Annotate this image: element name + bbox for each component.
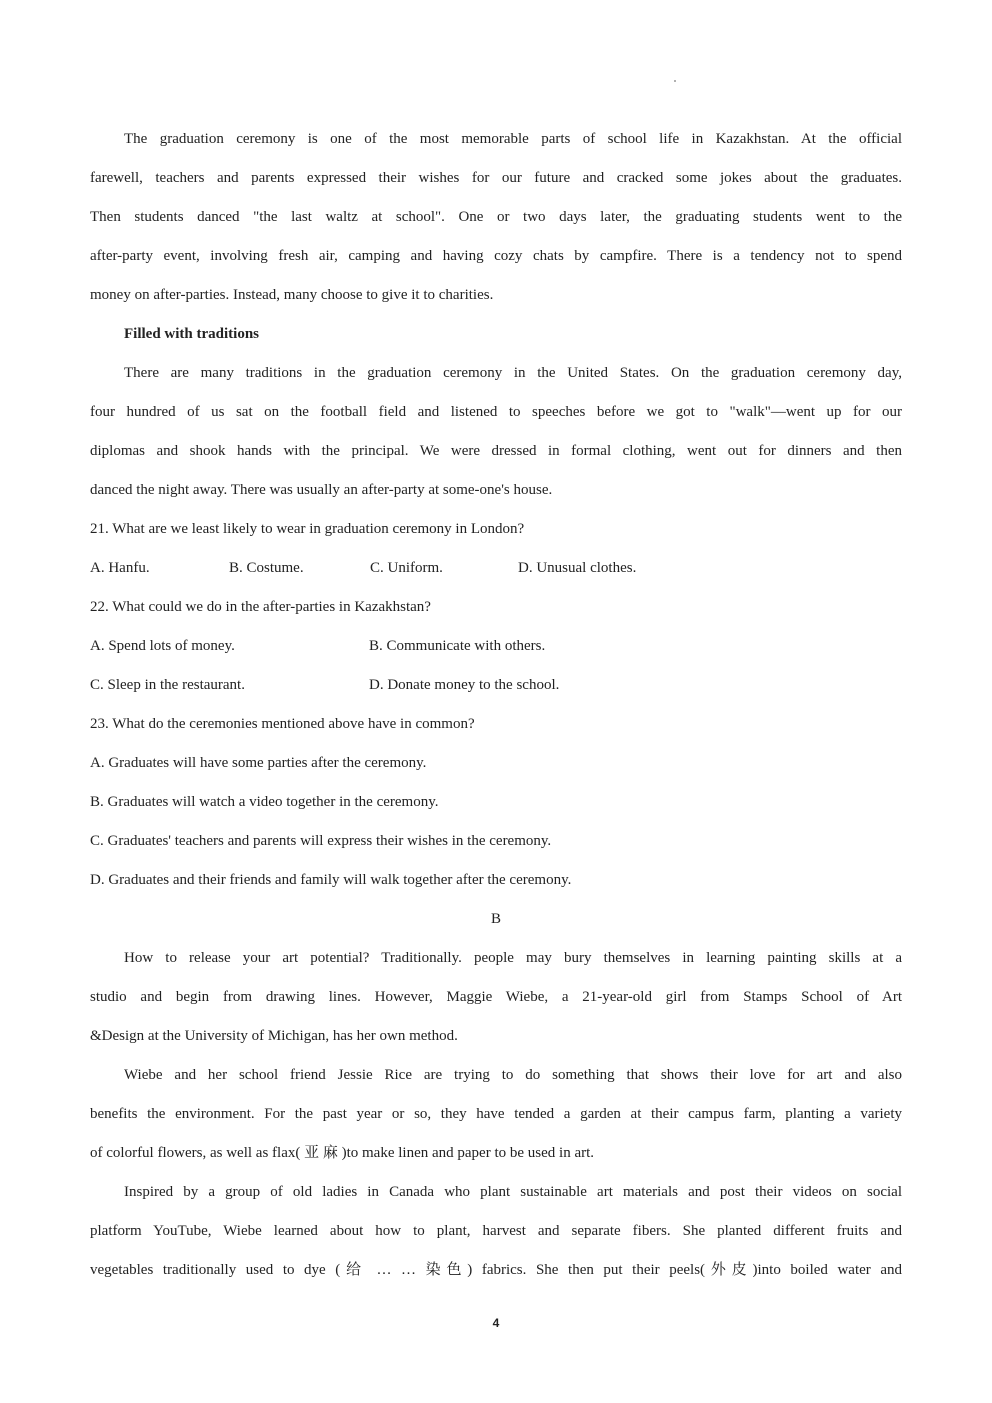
paragraph-line: danced the night away. There was usually an after-party at some-one's house. [90, 482, 553, 498]
option-b: B. Communicate with others. [369, 638, 546, 654]
paragraph-line: four hundred of us sat on the football field and listened to speeches before we got to "walk"—went up for our [90, 404, 902, 420]
option-a: A. Graduates will have some parties after the ceremony. [90, 755, 427, 771]
paragraph-line: Inspired by a group of old ladies in Canada who plant sustainable art materials and post their videos on social [124, 1184, 902, 1200]
section-heading: Filled with traditions [124, 326, 260, 342]
paragraph-line: benefits the environment. For the past year or so, they have tended a garden at their campus farm, planting a variety [90, 1106, 902, 1122]
stray-mark [674, 80, 676, 82]
passage-label: B [490, 911, 501, 927]
paragraph-line: farewell, teachers and parents expressed their wishes for our future and cracked some jokes about the graduates. [90, 170, 902, 186]
option-c: C. Uniform. [370, 560, 443, 576]
option-d: D. Donate money to the school. [369, 677, 560, 693]
option-c: C. Graduates' teachers and parents will express their wishes in the ceremony. [90, 833, 552, 849]
paragraph-line: There are many traditions in the graduation ceremony in the United States. On the graduation ceremony day, [124, 365, 902, 381]
paragraph-line: money on after-parties. Instead, many choose to give it to charities. [90, 287, 494, 303]
option-a: A. Hanfu. [90, 560, 150, 576]
paragraph-line: platform YouTube, Wiebe learned about how to plant, harvest and separate fibers. She planted different fruits and [90, 1223, 902, 1239]
question-stem: 22. What could we do in the after-parties in Kazakhstan? [90, 599, 431, 615]
option-b: B. Costume. [229, 560, 304, 576]
paragraph-line: of colorful flowers, as well as flax( 亚 麻 )to make linen and paper to be used in art. [90, 1145, 595, 1161]
question-stem: 23. What do the ceremonies mentioned above have in common? [90, 716, 475, 732]
paragraph-line: Then students danced "the last waltz at school". One or two days later, the graduating students went to the [90, 209, 902, 225]
question-stem: 21. What are we least likely to wear in graduation ceremony in London? [90, 521, 525, 537]
paragraph-line: &Design at the University of Michigan, has her own method. [90, 1028, 458, 1044]
page-number: 4 [492, 1316, 500, 1330]
paragraph-line: Wiebe and her school friend Jessie Rice are trying to do something that shows their love for art and also [124, 1067, 902, 1083]
paragraph-line: The graduation ceremony is one of the most memorable parts of school life in Kazakhstan. At the official [124, 131, 902, 147]
option-a: A. Spend lots of money. [90, 638, 235, 654]
paragraph-line: diplomas and shook hands with the principal. We were dressed in formal clothing, went out for dinners and then [90, 443, 902, 459]
option-d: D. Unusual clothes. [518, 560, 637, 576]
option-d: D. Graduates and their friends and family will walk together after the ceremony. [90, 872, 572, 888]
paragraph-line: studio and begin from drawing lines. However, Maggie Wiebe, a 21-year-old girl from Stamps School of Art [90, 989, 902, 1005]
paragraph-line: vegetables traditionally used to dye (给 … … 染色) fabrics. She then put their peels(外皮)into boiled water and [90, 1262, 902, 1278]
paragraph-line: after-party event, involving fresh air, camping and having cozy chats by campfire. There is a tendency not to spend [90, 248, 902, 264]
option-b: B. Graduates will watch a video together in the ceremony. [90, 794, 439, 810]
paragraph-line: How to release your art potential? Traditionally. people may bury themselves in learning painting skills at a [124, 950, 902, 966]
option-c: C. Sleep in the restaurant. [90, 677, 245, 693]
